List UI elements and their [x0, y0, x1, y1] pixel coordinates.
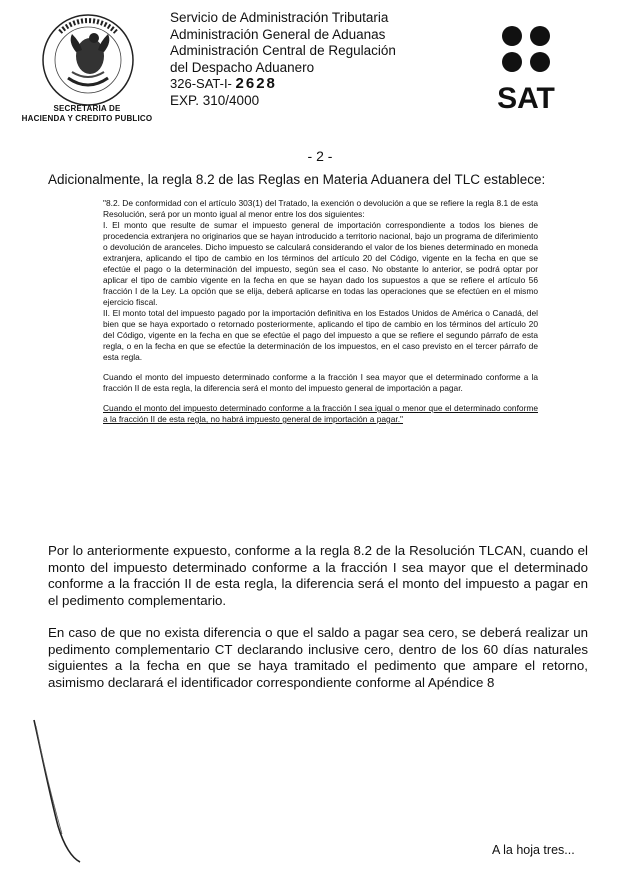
ministry-line-1: SECRETARIA DE [53, 104, 121, 113]
header-line-1: Servicio de Administración Tributaria [170, 10, 389, 25]
page-number: - 2 - [307, 148, 333, 164]
letterhead [170, 10, 396, 109]
header-line-2: Administración General de Aduanas [170, 26, 386, 42]
quoted-rule [103, 198, 538, 425]
signature-stroke-icon [28, 716, 88, 866]
ministry-name [12, 104, 162, 124]
body-paragraph-2: En caso de que no exista diferencia o que el saldo a pagar sea cero, se deberá realizar un pedimento complementario CT declarando inclusive cero, dentro de los 60 días naturales siguientes a la fecha en que se haya tramitado el pedimento que ampare el retorno, asimismo declarará el identificador correspondiente conforme al Apéndice 8 [48, 625, 588, 690]
quote-fraction-2: II. El monto total del impuesto pagado por la importación definitiva en los Estados Unidos de América o Canadá, del bien que se haya exportado o retornado posteriormente, aplicando el tipo de cambio en los términos del artículo 20 del Código, vigente en la fecha en que se efectúe el pago del impuesto a que se refiere el segundo párrafo de esta regla, o en la fecha en que se efectúe la determinación de los impuestos, en el caso previsto en el tercer párrafo de esta regla. [103, 308, 538, 362]
quote-opening: "8.2. De conformidad con el artículo 303(1) del Tratado, la exención o devolución a que se refiere la regla 8.1 de esta Resolución, será por un monto igual al menor entre los dos siguientes: [103, 198, 538, 219]
continuation-note: A la hoja tres... [492, 843, 575, 857]
sat-logo-text: SAT [497, 82, 555, 115]
body-paragraph-1: Por lo anteriormente expuesto, conforme a la regla 8.2 de la Resolución TLCAN, cuando el monto del impuesto determinado conforme a la fracción I sea mayor que el determinado conforme a la fracción II de esta regla, la diferencia será el monto del impuesto a pagar en el pedimento complementario. [48, 543, 588, 608]
reference-stamp: 2628 [235, 75, 277, 92]
reference-number [170, 76, 396, 93]
quote-paragraph-2: Cuando el monto del impuesto determinado conforme a la fracción I sea mayor que el determinado conforme a la fracción II de esta regla, la diferencia será el monto del impuesto general de importación a pagar. [103, 372, 538, 393]
intro-text: Adicionalmente, la regla 8.2 de las Reglas en Materia Aduanera del TLC establece: [48, 172, 546, 187]
header-line-4: del Despacho Aduanero [170, 59, 315, 75]
quote-fraction-1: I. El monto que resulte de sumar el impuesto general de importación correspondiente a todos los bienes de procedencia extranjera no originarios que se hayan introducido a territorio nacional, bajo un programa de diferimiento o devolución de aranceles. Dicho impuesto se calculará considerando el valor de los bienes determinado en moneda extranjera, aplicando el tipo de cambio en los términos del artículo 20 del Código, vigente en la fecha en que se efectúe el pago o la determinación del impuesto, según sea el caso. No obstante lo anterior, se podrá optar por aplicar el tipo de cambio vigente en la fecha en que se hayan dado los supuestos a que se refiere el artículo 56 fracción I de la Ley. La opción que se elija, deberá aplicarse en todas las operaciones que se efectúen en el mismo ejercicio fiscal. [103, 220, 538, 307]
sat-logo-icon [478, 22, 574, 118]
quote-paragraph-3: Cuando el monto del impuesto determinado conforme a la fracción I sea igual o menor que el determinado conforme a la fracción II de esta regla, no habrá impuesto general de importación a pagar." [103, 403, 538, 424]
expediente-number: EXP. 310/4000 [170, 92, 260, 108]
header-line-3: Administración Central de Regulación [170, 43, 396, 58]
ministry-line-2: HACIENDA Y CREDITO PUBLICO [21, 114, 153, 123]
reference-prefix: 326-SAT-I- [170, 76, 232, 91]
national-seal-icon [38, 12, 138, 108]
